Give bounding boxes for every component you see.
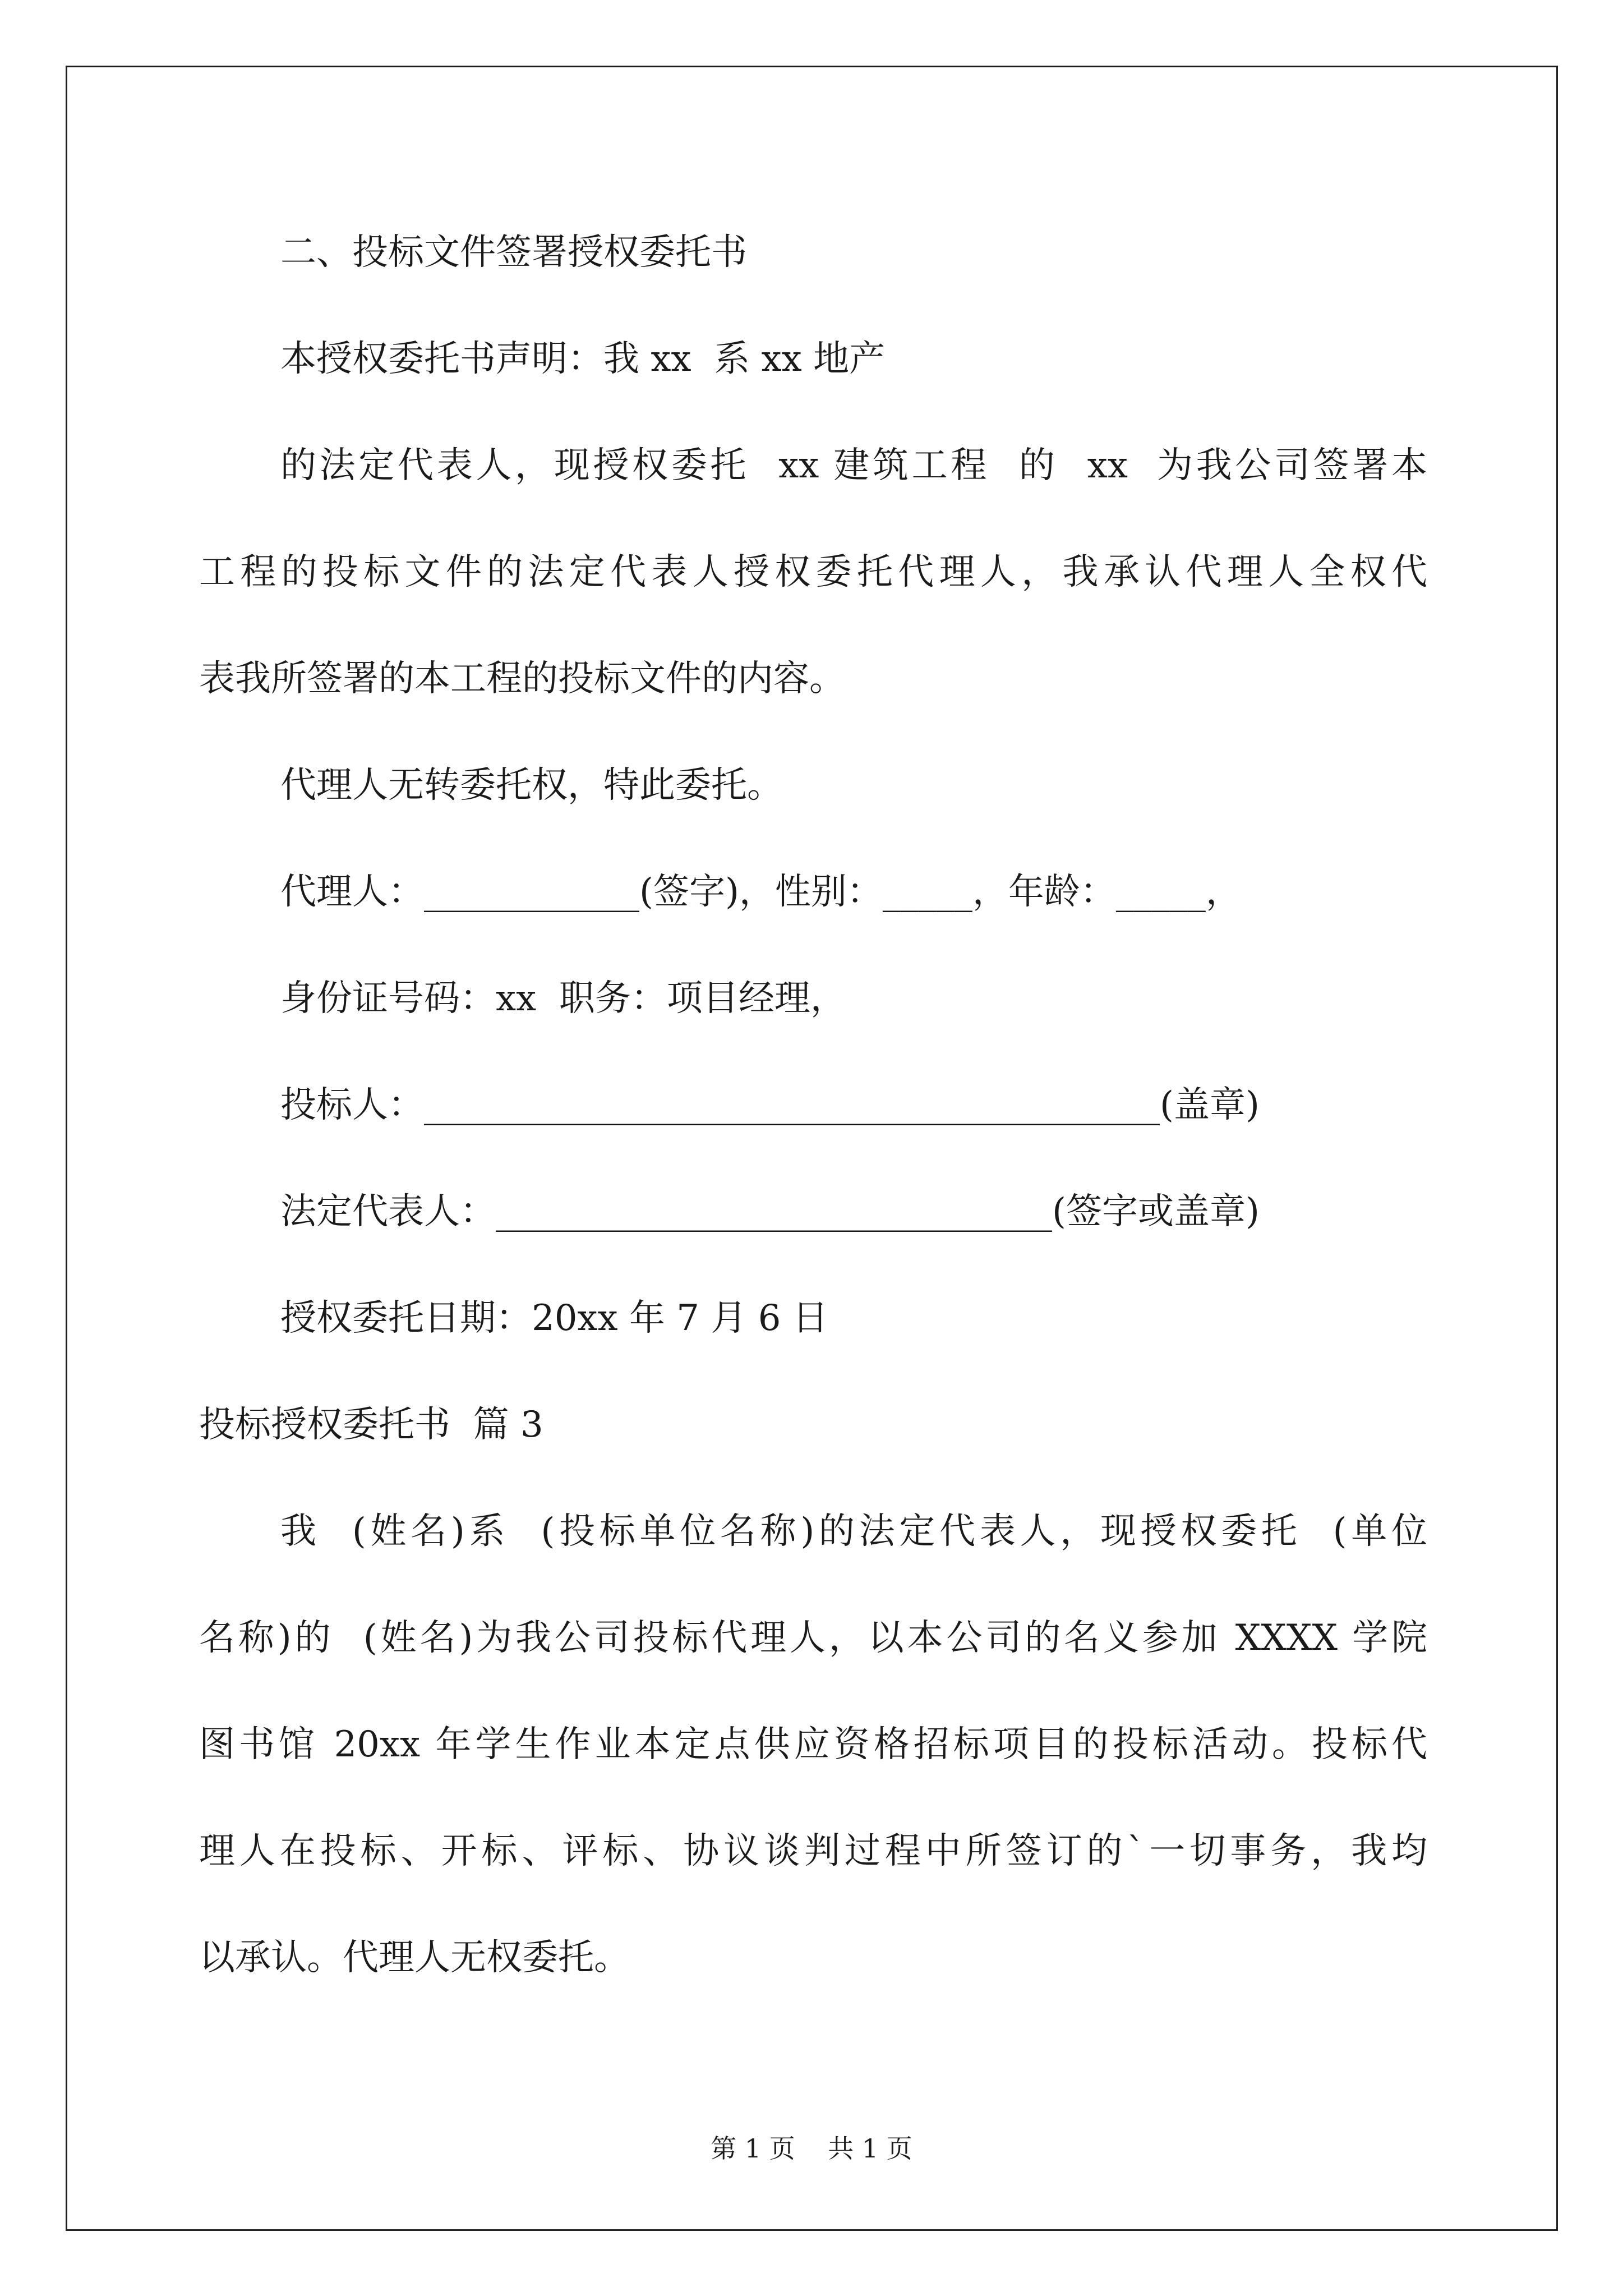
section-title: 投标授权委托书 篇 3 [199,1404,543,1446]
authorization-date-line: 授权委托日期：20xx 年 7 月 6 日 [280,1297,828,1339]
paragraph-line: 我 (姓名)系 (投标单位名称)的法定代表人，现授权委托 (单位 [280,1511,1427,1552]
page-border [66,66,1558,2231]
bidder-signature-line: 投标人：_________________________________________(盖章) [280,1084,1260,1126]
paragraph-line: 工程的投标文件的法定代表人授权委托代理人，我承认代理人全权代 [199,551,1427,593]
section-heading: 二、投标文件签署授权委托书 [280,232,747,273]
paragraph-line: 表我所签署的本工程的投标文件的内容。 [199,658,845,700]
legal-rep-signature-line: 法定代表人：_______________________________(签字或盖章) [280,1191,1260,1232]
paragraph-line: 图书馆 20xx 年学生作业本定点供应资格招标项目的投标活动。投标代 [199,1724,1427,1765]
paragraph-line: 的法定代表人，现授权委托 xx 建筑工程 的 xx 为我公司签署本 [280,445,1427,486]
paragraph-line: 名称)的 (姓名)为我公司投标代理人，以本公司的名义参加 XXXX 学院 [199,1617,1427,1659]
paragraph-line: 代理人无转委托权，特此委托。 [280,765,783,806]
paragraph-line: 理人在投标、开标、评标、协议谈判过程中所签订的`一切事务，我均 [199,1830,1427,1872]
paragraph-line: 本授权委托书声明：我 xx 系 xx 地产 [280,338,886,380]
paragraph-line: 以承认。代理人无权委托。 [199,1937,630,1978]
page-footer: 第 1 页 共 1 页 [711,2133,912,2164]
id-position-line: 身份证号码：xx 职务：项目经理， [280,978,846,1019]
agent-info-line: 代理人：____________(签字)，性别：_____，年龄：_____， [280,871,1242,913]
